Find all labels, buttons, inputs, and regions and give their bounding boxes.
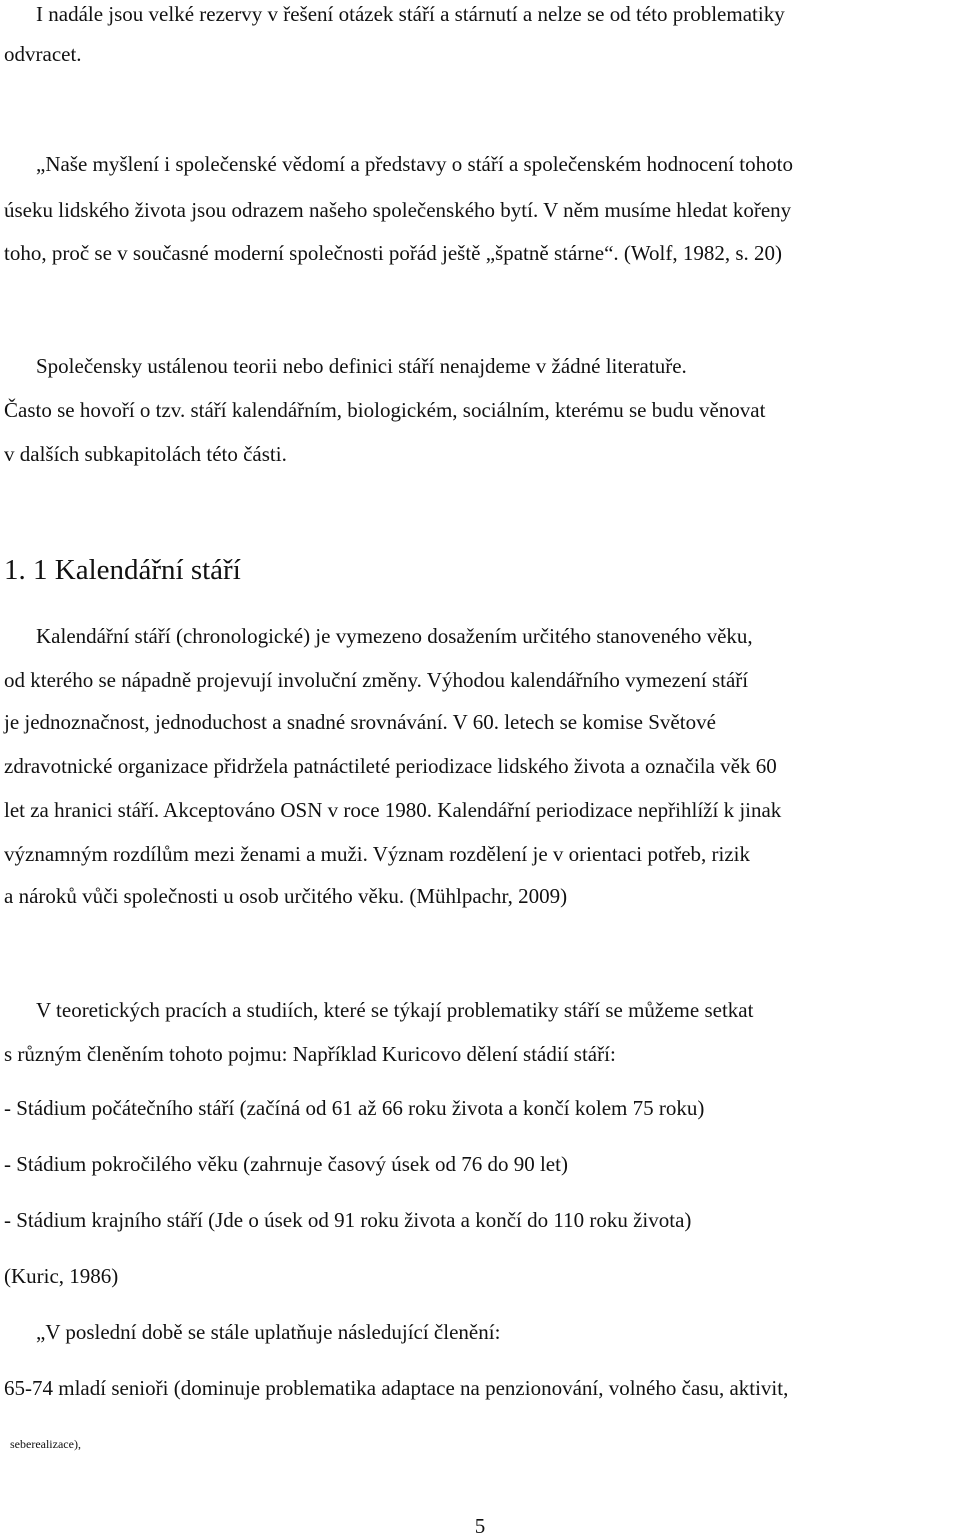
stage-list-item: - Stádium počátečního stáří (začíná od 61 až 66 roku života a končí kolem 75 roku) (4, 1096, 705, 1120)
section-heading: 1. 1 Kalendářní stáří (4, 554, 241, 586)
paragraph-5-line-2: s různým členěním tohoto pojmu: Například Kuricovo dělení stádií stáří: (4, 1042, 616, 1066)
citation: (Kuric, 1986) (4, 1264, 119, 1288)
page-number: 5 (474, 1514, 486, 1538)
stage-list-item: - Stádium pokročilého věku (zahrnuje časový úsek od 76 do 90 let) (4, 1152, 568, 1176)
paragraph-3-line-2: Často se hovoří o tzv. stáří kalendářním, biologickém, sociálním, kterému se budu věnovat (4, 398, 766, 422)
paragraph-4-line-4: zdravotnické organizace přidržela patnáctileté periodizace lidského života a označila věk 60 (4, 754, 777, 778)
paragraph-4-line-5: let za hranici stáří. Akceptováno OSN v roce 1980. Kalendářní periodizace nepřihlíží k jinak (4, 798, 782, 822)
paragraph-2-line-1: „Naše myšlení i společenské vědomí a představy o stáří a společenském hodnocení tohoto (36, 152, 793, 176)
paragraph-2-line-3: toho, proč se v současné moderní společnosti pořád ještě „špatně stárne“. (Wolf, 1982, s. 20) (4, 241, 783, 265)
stage-list-item: - Stádium krajního stáří (Jde o úsek od 91 roku života a končí do 110 roku života) (4, 1208, 692, 1232)
paragraph-1-line-1: I nadále jsou velké rezervy v řešení otázek stáří a stárnutí a nelze se od této problematiky (36, 2, 785, 26)
paragraph-4-line-7: a nároků vůči společnosti u osob určitého věku. (Mühlpachr, 2009) (4, 884, 568, 908)
paragraph-1-line-2: odvracet. (4, 42, 82, 66)
paragraph-2-line-2: úseku lidského života jsou odrazem našeho společenského bytí. V něm musíme hledat kořeny (4, 198, 792, 222)
paragraph-4-line-2: od kterého se nápadně projevují involuční změny. Výhodou kalendářního vymezení stáří (4, 668, 749, 692)
paragraph-4-line-1: Kalendářní stáří (chronologické) je vymezeno dosažením určitého stanoveného věku, (36, 624, 753, 648)
paragraph-6-line-1: „V poslední době se stále uplatňuje následující členění: (36, 1320, 501, 1344)
paragraph-3-line-3: v dalších subkapitolách této části. (4, 442, 287, 466)
paragraph-3-line-1: Společensky ustálenou teorii nebo definici stáří nenajdeme v žádné literatuře. (36, 354, 687, 378)
paragraph-5-line-1: V teoretických pracích a studiích, které se týkají problematiky stáří se můžeme setkat (36, 998, 754, 1022)
paragraph-4-line-3: je jednoznačnost, jednoduchost a snadné srovnávání. V 60. letech se komise Světové (4, 710, 716, 734)
paragraph-6-line-3: seberealizace), (10, 1437, 81, 1451)
paragraph-6-line-2: 65-74 mladí senioři (dominuje problematika adaptace na penzionování, volného času, aktivit, (4, 1376, 789, 1400)
paragraph-4-line-6: významným rozdílům mezi ženami a muži. Význam rozdělení je v orientaci potřeb, rizik (4, 842, 751, 866)
